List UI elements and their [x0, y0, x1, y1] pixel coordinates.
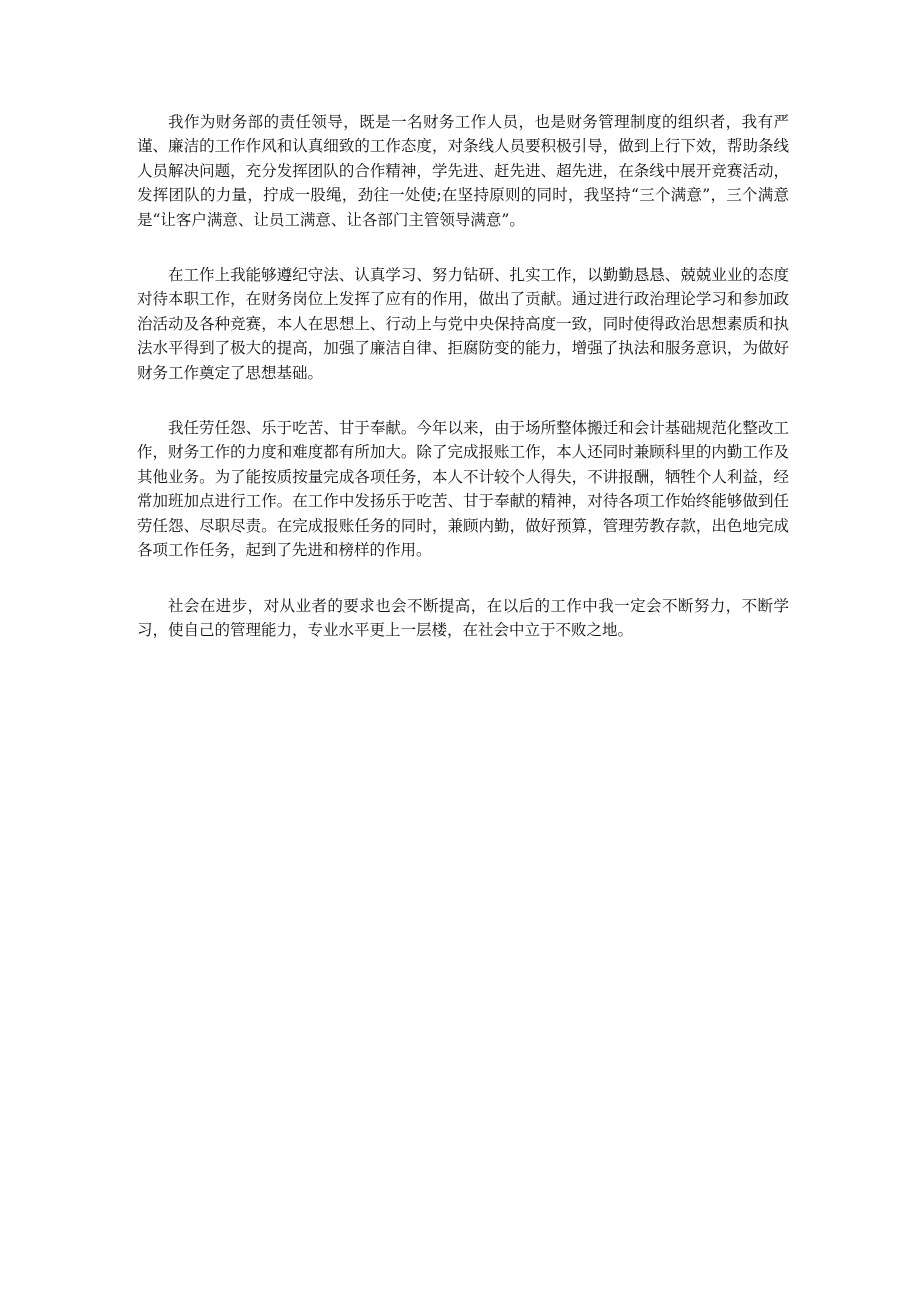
paragraph-1: 我作为财务部的责任领导，既是一名财务工作人员，也是财务管理制度的组织者，我有严谨、廉洁的工作作风和认真细致的工作态度，对条线人员要积极引导，做到上行下效，帮助条线人员解决问题，充分发挥团队的合作精神，学先进、赶先进、超先进，在条线中展开竞赛活动，发挥团队的力量，拧成一股绳，劲往一处使;在坚持原则的同时，我坚持“三个满意”，三个满意是“让客户满意、让员工满意、让各部门主管领导满意”。 — [137, 113, 789, 229]
document-body — [137, 110, 789, 673]
paragraph-2: 在工作上我能够遵纪守法、认真学习、努力钻研、扎实工作，以勤勤恳恳、兢兢业业的态度对待本职工作，在财务岗位上发挥了应有的作用，做出了贡献。通过进行政治理论学习和参加政治活动及各种竞赛，本人在思想上、行动上与党中央保持高度一致，同时使得政治思想素质和执法水平得到了极大的提高，加强了廉洁自律、拒腐防变的能力，增强了执法和服务意识，为做好财务工作奠定了思想基础。 — [137, 266, 789, 382]
paragraph-3: 我任劳任怨、乐于吃苦、甘于奉献。今年以来，由于场所整体搬迁和会计基础规范化整改工作，财务工作的力度和难度都有所加大。除了完成报账工作，本人还同时兼顾科里的内勤工作及其他业务。为了能按质按量完成各项任务，本人不计较个人得失，不讲报酬，牺牲个人利益，经常加班加点进行工作。在工作中发扬乐于吃苦、甘于奉献的精神，对待各项工作始终能够做到任劳任怨、尽职尽责。在完成报账任务的同时，兼顾内勤，做好预算，管理劳教存款，出色地完成各项工作任务，起到了先进和榜样的作用。 — [137, 419, 789, 560]
paragraph-4: 社会在进步，对从业者的要求也会不断提高，在以后的工作中我一定会不断努力，不断学习，使自己的管理能力，专业水平更上一层楼，在社会中立于不败之地。 — [137, 596, 789, 639]
